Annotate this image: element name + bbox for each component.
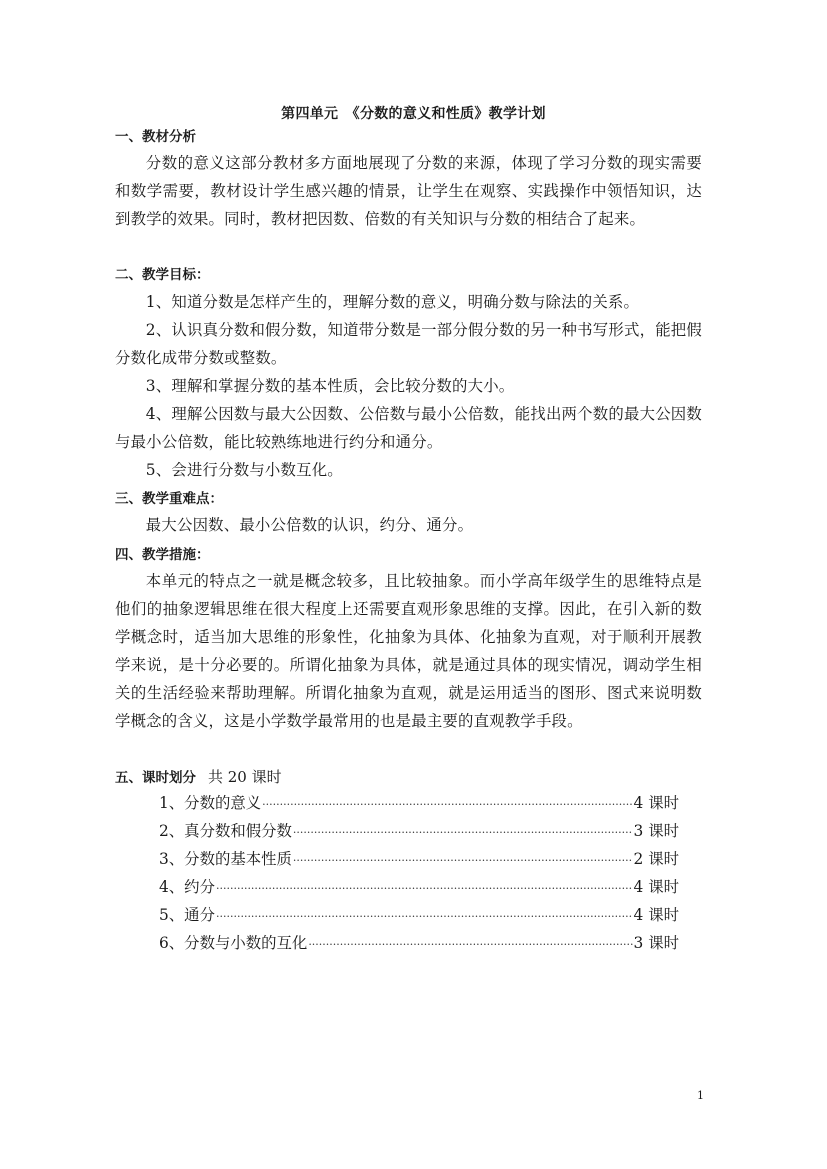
class-hours-heading-label: 五、课时划分 xyxy=(115,770,196,786)
schedule-row xyxy=(159,789,679,819)
teaching-goal-item: 2、认识真分数和假分数，知道带分数是一部分假分数的另一种书写形式，能把假分数化成带分数或整数。 xyxy=(115,321,702,367)
schedule-row xyxy=(159,873,679,903)
schedule-row-label: 4、约分 xyxy=(159,878,215,896)
leader-dots xyxy=(293,819,633,847)
document-title: 第四单元 《分数的意义和性质》教学计划 xyxy=(281,106,546,122)
schedule-row-hours: 4 课时 xyxy=(633,878,679,896)
class-hours-total: 共 20 课时 xyxy=(208,768,282,786)
schedule-row-hours: 4 课时 xyxy=(633,906,679,924)
schedule-row-hours: 3 课时 xyxy=(633,934,679,952)
teaching-goal-item: 1、知道分数是怎样产生的，理解分数的意义，明确分数与除法的关系。 xyxy=(145,293,640,311)
section-heading-class-hours xyxy=(115,767,282,788)
schedule-row-hours: 2 课时 xyxy=(633,850,679,868)
teaching-goal-item: 5、会进行分数与小数互化。 xyxy=(145,461,343,479)
leader-dots xyxy=(216,875,633,903)
schedule-row-hours: 3 课时 xyxy=(633,822,679,840)
teaching-goal-item: 4、理解公因数与最大公因数、公倍数与最小公倍数，能找出两个数的最大公因数与最小公倍数，能比较熟练地进行约分和通分。 xyxy=(115,405,702,451)
section-heading-teaching-goals: 二、教学目标： xyxy=(115,267,210,283)
schedule-row-label: 6、分数与小数的互化 xyxy=(159,934,308,952)
materials-analysis-paragraph: 分数的意义这部分教材多方面地展现了分数的来源，体现了学习分数的现实需要和数学需要，教材设计学生感兴趣的情景，让学生在观察、实践操作中领悟知识，达到教学的效果。同时，教材把因数、倍数的有关知识与分数的相结合了起来。 xyxy=(115,154,702,228)
schedule-row xyxy=(159,901,679,931)
key-difficulties-paragraph: 最大公因数、最小公倍数的认识，约分、通分。 xyxy=(145,516,474,534)
section-heading-teaching-measures: 四、教学措施： xyxy=(115,547,210,563)
schedule-row-label: 5、通分 xyxy=(159,906,215,924)
schedule-row-label: 1、分数的意义 xyxy=(159,794,262,812)
schedule-row-label: 2、真分数和假分数 xyxy=(159,822,292,840)
leader-dots xyxy=(308,931,632,959)
section-heading-key-difficulties: 三、教学重难点： xyxy=(115,491,223,507)
leader-dots xyxy=(293,847,633,875)
schedule-row-hours: 4 课时 xyxy=(633,794,679,812)
page-number: 1 xyxy=(697,1089,704,1102)
schedule-row xyxy=(159,845,679,875)
teaching-goal-item: 3、理解和掌握分数的基本性质，会比较分数的大小。 xyxy=(145,377,515,395)
section-heading-materials-analysis: 一、教材分析 xyxy=(115,129,196,145)
teaching-measures-paragraph: 本单元的特点之一就是概念较多，且比较抽象。而小学高年级学生的思维特点是他们的抽象逻辑思维在很大程度上还需要直观形象思维的支撑。因此，在引入新的数学概念时，适当加大思维的形象性，化抽象为具体、化抽象为直观，对于顺利开展教学来说，是十分必要的。所谓化抽象为具体，就是通过具体的现实情况，调动学生相关的生活经验来帮助理解。所谓化抽象为直观，就是运用适当的图形、图式来说明数学概念的含义，这是小学数学最常用的也是最主要的直观教学手段。 xyxy=(115,572,702,730)
schedule-row xyxy=(159,929,679,959)
leader-dots xyxy=(216,903,633,931)
schedule-row xyxy=(159,817,679,847)
schedule-row-label: 3、分数的基本性质 xyxy=(159,850,292,868)
leader-dots xyxy=(262,791,632,819)
